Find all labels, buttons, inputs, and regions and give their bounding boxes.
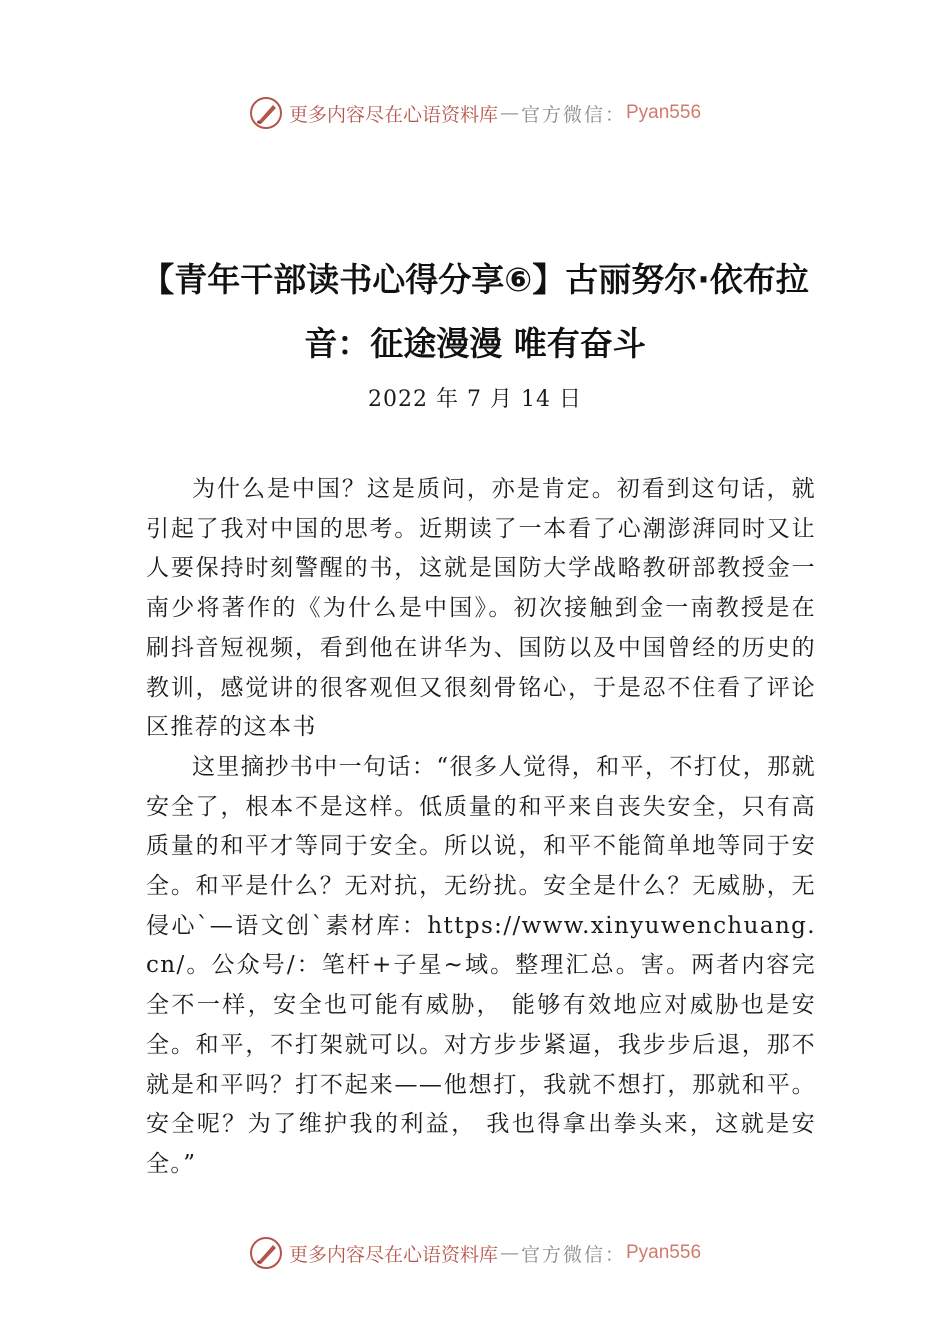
header-banner (0, 96, 950, 130)
banner-wechat-id: Pyan556 (626, 1242, 702, 1263)
banner-wechat-id: Pyan556 (626, 102, 702, 123)
banner-wechat-label: 官方微信： (520, 1243, 626, 1266)
banner-wechat-label: 官方微信： (520, 103, 626, 126)
banner-text: 更多内容尽在心语资料库 (288, 103, 498, 126)
article-date: 2022 年 7 月 14 日 (368, 387, 582, 412)
banner-separator: — (499, 1242, 519, 1264)
banner-separator: — (499, 102, 519, 124)
footer-banner (0, 1236, 950, 1270)
paragraph: 这里摘抄书中一句话：“很多人觉得，和平，不打仗，那就安全了，根本不是这样。低质量的和平来自丧失安全，只有高质量的和平才等同于安全。所以说，和平不能简单地等同于安全。和平是什么？无对抗，无纷扰。安全是什么？无威胁，无侵心`—语文创`素材库：https://www.xinyuwenchuang.cn/。公众号/：笔杆+子星~域。整理汇总。害。两者内容完全不一样，安全也可能有威胁， 能够有效地应对威胁也是安全。和平，不打架就可以。对方步步紧逼，我步步后退，那不就是和平吗？打不起来——他想打，我就不想打，那就和平。安全呢？为了维护我的利益， 我也得拿出拳头来，这就是安全。” (146, 753, 816, 1177)
quill-logo-icon (249, 1236, 283, 1270)
paragraph: 为什么是中国？这是质问，亦是肯定。初看到这句话，就引起了我对中国的思考。近期读了一本看了心潮澎湃同时又让人要保持时刻警醒的书，这就是国防大学战略教研部教授金一南少将著作的《为什么是中国》。初次接触到金一南教授是在刷抖音短视频，看到他在讲华为、国防以及中国曾经的历史的教训，感觉讲的很客观但又很刻骨铭心，于是忍不住看了评论区推荐的这本书 (146, 476, 816, 741)
banner-text: 更多内容尽在心语资料库 (288, 1243, 498, 1266)
article-body (146, 470, 816, 1185)
quill-logo-icon (249, 96, 283, 130)
article-title: 【青年干部读书心得分享⑥】古丽努尔·依布拉音：征途漫漫 唯有奋斗 (141, 260, 809, 363)
